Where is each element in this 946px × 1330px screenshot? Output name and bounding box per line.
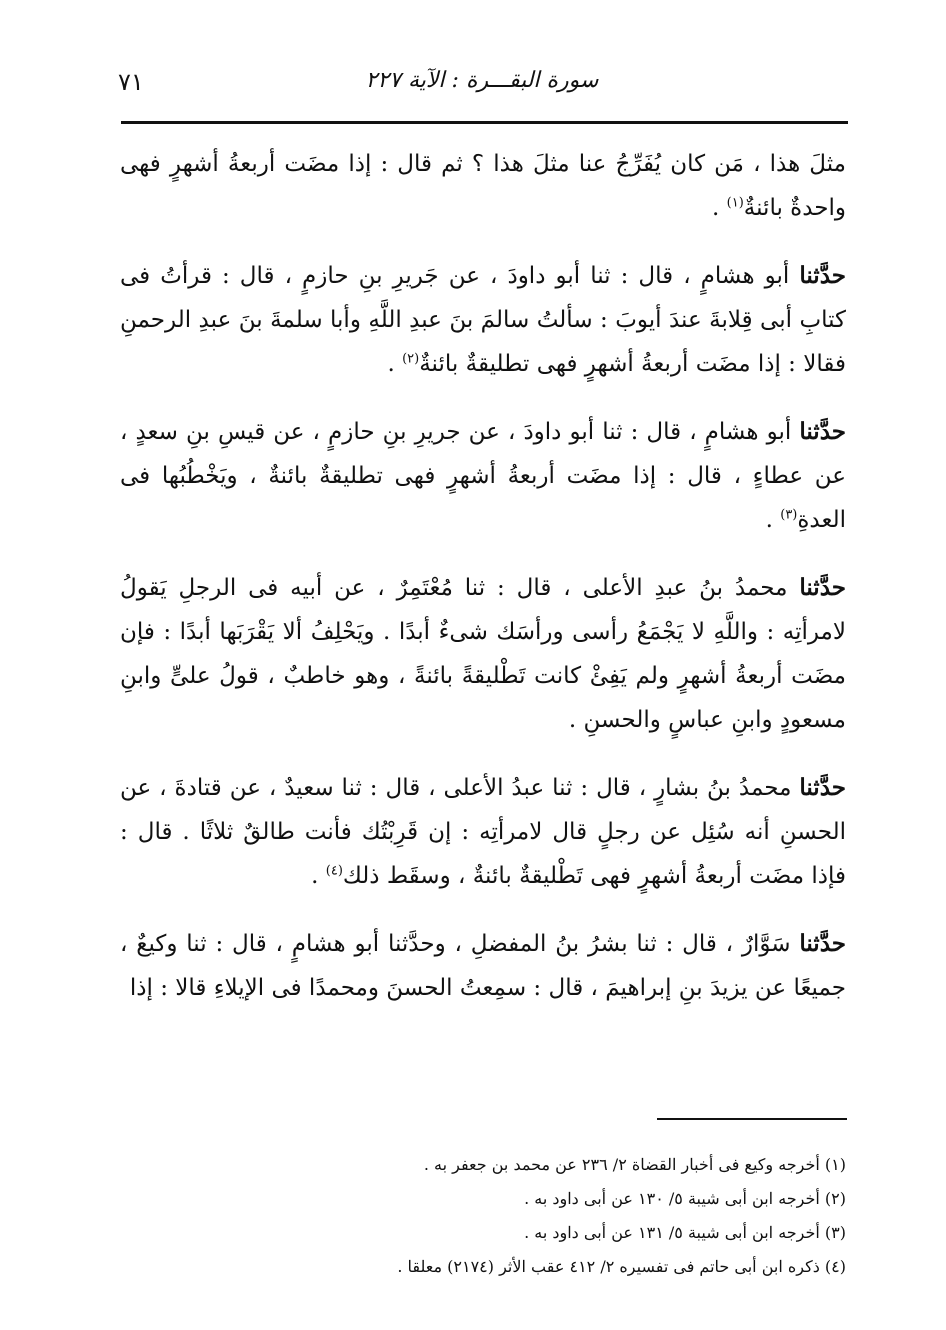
footnotes: [120, 1148, 846, 1284]
body-text: [120, 142, 846, 1034]
paragraph-end: .: [568, 707, 584, 733]
footnote-4: (٤) ذكره ابن أبى حاتم فى تفسيره ٢/ ٤١٢ عقب الأثر (٢١٧٤) معلقا .: [397, 1257, 846, 1276]
page-number: ٧١: [118, 68, 144, 96]
paragraph-end: .: [712, 195, 727, 221]
paragraph-4: [120, 566, 846, 742]
paragraph-2: [120, 254, 846, 386]
paragraph-lead: حدَّثنا: [799, 418, 846, 445]
footnote-ref: (٤): [325, 863, 343, 879]
paragraph-6: [120, 922, 846, 1010]
paragraph-3: [120, 410, 846, 542]
footnote-ref: (٢): [402, 351, 420, 367]
paragraph-text: مثلَ هذا ، مَن كان يُفَرِّجُ عنا مثلَ هذا ؟ ثم قال : إذا مضَت أربعةُ أشهرٍ فهى واحدةٌ بائنةٌ: [120, 151, 846, 221]
paragraph-lead: حدَّثنا: [799, 574, 846, 601]
paragraph-text: أبو هشامٍ ، قال : ثنا أبو داودَ ، عن جريرِ بنِ حازمٍ ، عن قيسِ بنِ سعدٍ ، عن عطاءٍ ، قال : إذا مضَت أربعةُ أشهرٍ فهى تطليقةٌ بائنةٌ ، ويَخْطُبُها فى العدةِ: [120, 419, 846, 533]
header-rule: [121, 121, 848, 124]
paragraph-end: .: [765, 507, 781, 533]
paragraph-text: أبو هشامٍ ، قال : ثنا أبو داودَ ، عن جَريرِ بنِ حازمٍ ، قال : قرأتُ فى كتابِ أبى قِلابةَ عندَ أيوبَ : سألتُ سالمَ بنَ عبدِ اللَّهِ وأبا سلمةَ بنَ عبدِ الرحمنِ فقالا : إذا مضَت أربعةُ أشهرٍ فهى تطليقةٌ بائنةٌ: [120, 263, 846, 377]
paragraph-end: .: [311, 863, 326, 889]
footnote-ref: (١): [726, 195, 744, 211]
footnote-2: (٢) أخرجه ابن أبى شيبة ٥/ ١٣٠ عن أبى داود به .: [524, 1189, 846, 1208]
footnote-1: (١) أخرجه وكيع فى أخبار القضاة ٢/ ٢٣٦ عن محمد بن جعفر به .: [423, 1155, 846, 1174]
paragraph-text: سَوَّارٌ ، قال : ثنا بشرُ بنُ المفضلِ ، وحدَّثنا أبو هشامٍ ، قال : ثنا وكيعٌ ، جميعًا عن يزيدَ بنِ إبراهيمَ ، قال : سمِعتُ الحسنَ ومحمدًا فى الإيلاءِ قالا : إذا: [120, 931, 846, 1001]
paragraph-end: .: [387, 351, 403, 377]
paragraph-lead: حدَّثنا: [799, 262, 846, 289]
footnote-ref: (٣): [780, 507, 798, 523]
paragraph-5: [120, 766, 846, 898]
running-title: سورة البقـــرة : الآية ٢٢٧: [365, 68, 599, 93]
paragraph-lead: حدَّثنا: [799, 930, 846, 957]
page-header: [118, 62, 846, 106]
paragraph-text: محمدُ بنُ بشارٍ ، قال : ثنا عبدُ الأعلى ، قال : ثنا سعيدٌ ، عن قتادةَ ، عن الحسنِ أنه سُئِل عن رجلٍ قال لامرأتِه : إن قَرِبْتُك فأنت طالقٌ ثلاثًا . قال : فإذا مضَت أربعةُ أشهرٍ فهى تَطْليقةٌ بائنةٌ ، وسقَط ذلك: [120, 775, 846, 889]
paragraph-text: محمدُ بنُ عبدِ الأعلى ، قال : ثنا مُعْتَمِرٌ ، عن أبيه فى الرجلِ يَقولُ لامرأتِه : واللَّهِ لا يَجْمَعُ رأسى ورأسَك شىءٌ أبدًا . ويَحْلِفُ ألا يَقْرَبَها أبدًا : فإن مضَت أربعةُ أشهرٍ ولم يَفِئْ كانت تَطْليقةً بائنةً ، وهو خاطبٌ ، قولُ علىٍّ وابنِ مسعودٍ وابنِ عباسٍ والحسنِ: [120, 575, 846, 733]
paragraph-lead: حدَّثنا: [799, 774, 846, 801]
footnote-3: (٣) أخرجه ابن أبى شيبة ٥/ ١٣١ عن أبى داود به .: [524, 1223, 846, 1242]
footnote-rule: [657, 1118, 847, 1120]
paragraph-1: [120, 142, 846, 230]
